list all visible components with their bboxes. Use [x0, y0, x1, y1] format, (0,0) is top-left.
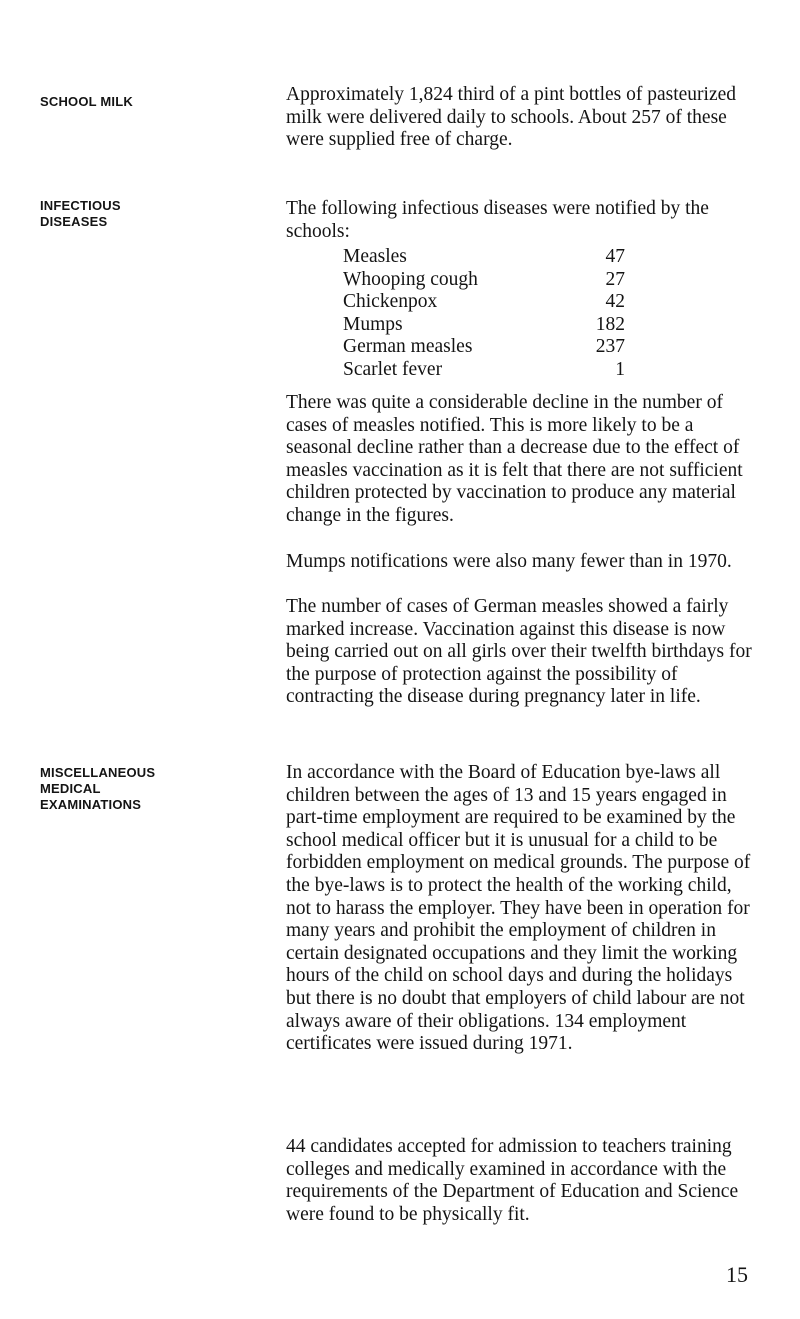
measles-decline-paragraph: There was quite a considerable decline in the number of cases of measles notified. This is more likely to be a seasonal decline rather than a decrease due to the effect of measles vaccination as it is felt that there are not sufficient children protected by vaccination to produce any material change in the figures. — [286, 392, 743, 526]
table-row — [343, 336, 625, 359]
disease-count: 47 — [605, 246, 625, 267]
misc-medical-heading — [40, 765, 240, 813]
disease-count: 42 — [605, 291, 625, 313]
disease-count: 237 — [595, 336, 625, 358]
heading-line: MEDICAL — [40, 781, 101, 796]
employment-paragraph: In accordance with the Board of Education bye-laws all children between the ages of 13 and 15 years engaged in part-time employment are required to be examined by the school medical officer but it is unusual for a child to be forbidden employment on medical grounds. The purpose of the bye-laws is to protect the health of the working child, not to harass the employer. They have been in operation for many years and prohibit the employment of children in certain designated occupations and they limit the working hours of the child on school days and during the holidays but there is no doubt that employers of child labour are not always aware of their obligations. 134 employment certificates were issued during 1971. — [286, 762, 751, 1055]
german-measles-paragraph: The number of cases of German measles showed a fairly marked increase. Vaccination against this disease is now being carried out on all girls over their twelfth birthdays for the purpose of protection against the possibility of contracting the disease during pregnancy later in life. — [286, 596, 752, 708]
heading-line: EXAMINATIONS — [40, 797, 142, 812]
infectious-diseases-intro — [286, 198, 760, 243]
measles-decline-section — [286, 392, 760, 528]
teacher-training-section — [286, 1136, 760, 1226]
infectious-diseases-heading — [40, 198, 240, 230]
school-milk-paragraph: Approximately 1,824 third of a pint bottles of pasteurized milk were delivered daily to schools. About 257 of these were supplied free of charge. — [286, 84, 737, 151]
school-milk-heading-text: SCHOOL MILK — [40, 94, 133, 109]
mumps-paragraph: Mumps notifications were also many fewer than in 1970. — [286, 551, 732, 572]
disease-count: 1 — [615, 358, 625, 380]
heading-line: MISCELLANEOUS — [40, 765, 156, 780]
disease-name: Chickenpox — [343, 291, 438, 313]
disease-count: 182 — [595, 313, 625, 335]
employment-section — [286, 762, 760, 1056]
school-milk-section — [286, 84, 760, 152]
disease-name: German measles — [343, 336, 473, 358]
german-measles-section — [286, 596, 760, 709]
disease-name: Scarlet fever — [343, 358, 443, 380]
infectious-intro-paragraph: The following infectious diseases were notified by the schools: — [286, 198, 709, 242]
disease-name: Mumps — [343, 313, 403, 335]
heading-line: DISEASES — [40, 214, 108, 229]
mumps-section — [286, 551, 760, 574]
table-row — [343, 246, 625, 269]
school-milk-heading — [40, 94, 240, 110]
table-row — [343, 359, 625, 382]
disease-table — [343, 246, 625, 382]
page-number: 15 — [726, 1262, 748, 1287]
disease-count: 27 — [605, 268, 625, 290]
disease-name: Whooping cough — [343, 268, 478, 290]
heading-line: INFECTIOUS — [40, 198, 121, 213]
disease-name: Measles — [343, 246, 407, 267]
table-row — [343, 291, 625, 314]
table-row — [343, 269, 625, 292]
table-row — [343, 314, 625, 337]
teacher-training-paragraph: 44 candidates accepted for admission to teachers training colleges and medically examined in accordance with the requirements of the Department of Education and Science were found to be physically fit. — [286, 1136, 739, 1225]
